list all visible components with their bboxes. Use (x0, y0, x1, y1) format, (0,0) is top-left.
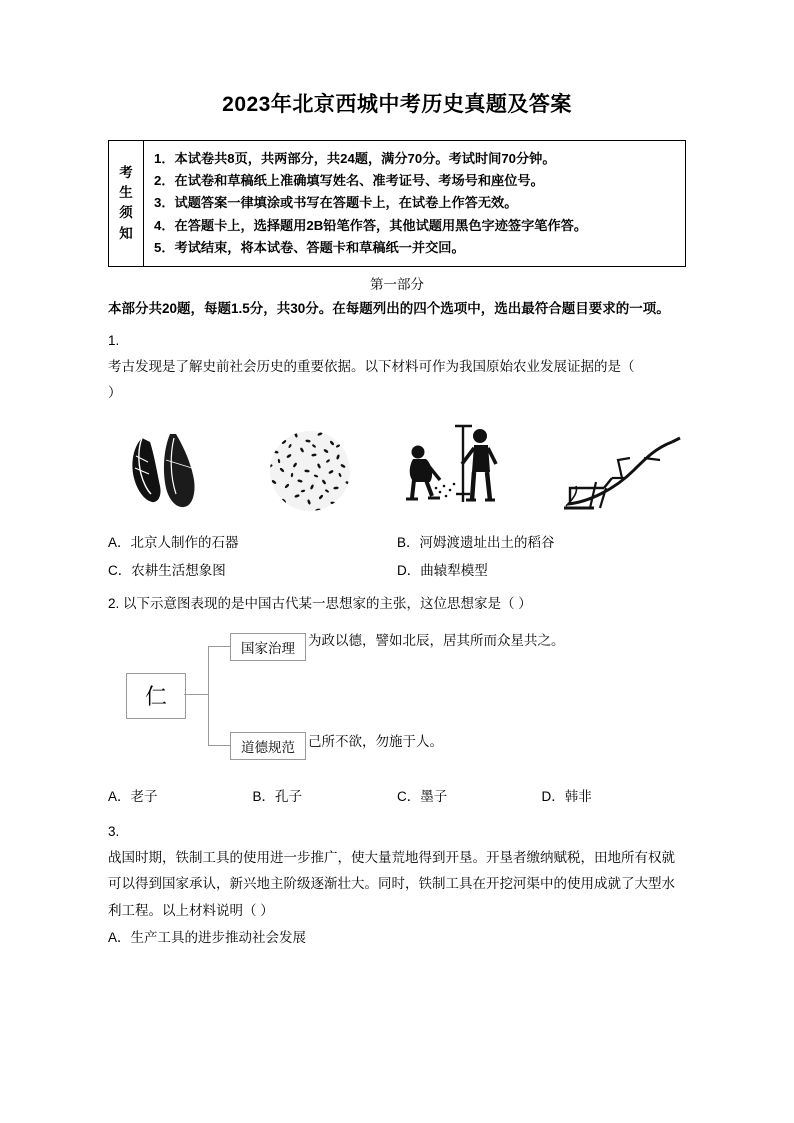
question-stem-continuation: ） (108, 385, 122, 401)
notice-body (144, 141, 685, 266)
question-1-options-row-2 (108, 557, 686, 585)
option-a[interactable]: A．生产工具的进步推动社会发展 (108, 930, 307, 946)
option-b[interactable]: B．孔子 (252, 788, 303, 804)
question-stem: 以下示意图表现的是中国古代某一思想家的主张，这位思想家是（ ） (123, 596, 532, 612)
option-d[interactable]: D．韩非 (541, 788, 592, 804)
notice-label-char-3: 须 (119, 205, 133, 221)
diagram-connector-vertical (208, 646, 209, 745)
notice-item: 1．本试卷共8页，共两部分，共24题，满分70分。考试时间70分钟。 (154, 151, 556, 166)
question-2-options (108, 782, 686, 812)
question-number: 1. (108, 333, 120, 349)
diagram-connector-top (208, 646, 230, 647)
notice-label-char-1: 考 (119, 164, 133, 180)
diagram-branch-morality-label: 道德规范 (230, 732, 306, 760)
notice-label-char-4: 知 (119, 225, 133, 241)
part-heading: 第一部分 (370, 276, 424, 292)
question-stem: 战国时期，铁制工具的使用进一步推广，使大量荒地得到开垦。开垦者缴纳赋税，田地所有权就可以得到国家承认，新兴地主阶级逐渐壮大。同时，铁制工具在开挖河渠中的使用成就了大型水利工程。以上材料说明（ ） (108, 850, 675, 918)
option-b[interactable]: B．河姆渡遗址出土的稻谷 (397, 534, 555, 550)
figure-rice-grains (262, 428, 358, 519)
option-a[interactable]: A．北京人制作的石器 (108, 534, 239, 550)
option-a[interactable]: A．老子 (108, 788, 158, 804)
question-1-figures (108, 423, 686, 519)
question-number: 3. (108, 824, 120, 840)
diagram-connector-bottom (208, 745, 230, 746)
diagram-branch-governance-label: 国家治理 (230, 633, 306, 661)
part-instruction: 本部分共20题，每题1.5分，共30分。在每题列出的四个选项中，选出最符合题目要求的一项。 (108, 300, 670, 316)
diagram-connector-horizontal (184, 694, 208, 695)
page-title: 2023年北京西城中考历史真题及答案 (222, 93, 572, 116)
option-c[interactable]: C．农耕生活想象图 (108, 563, 226, 579)
notice-label (109, 141, 144, 266)
figure-farming-life (400, 424, 518, 519)
question-number: 2. (108, 596, 120, 612)
diagram-morality-text: 己所不欲，勿施于人。 (308, 733, 443, 749)
figure-curved-plough (560, 430, 686, 519)
figure-stone-tools (108, 428, 220, 519)
question-2-diagram (108, 628, 686, 778)
notice-label-char-2: 生 (119, 185, 133, 201)
notice-item: 2．在试卷和草稿纸上准确填写姓名、准考证号、考场号和座位号。 (154, 173, 544, 189)
question-1-options-row-1 (108, 529, 686, 557)
option-d[interactable]: D．曲辕犁模型 (397, 563, 488, 579)
diagram-governance-text: 为政以德，譬如北辰，居其所而众星共之。 (308, 632, 565, 648)
notice-item: 4．在答题卡上，选择题用2B铅笔作答，其他试题用黑色字迹签字笔作答。 (154, 217, 588, 233)
question-2-stem (108, 591, 686, 617)
notice-item: 3．试题答案一律填涂或书写在答题卡上，在试卷上作答无效。 (154, 195, 518, 211)
exam-content (108, 297, 686, 953)
question-stem: 考古发现是了解史前社会历史的重要依据。以下材料可作为我国原始农业发展证据的是（ (108, 359, 635, 375)
candidate-notice-box (108, 140, 686, 267)
notice-item: 5．考试结束，将本试卷、答题卡和草稿纸一并交回。 (154, 239, 465, 255)
option-c[interactable]: C．墨子 (397, 788, 448, 804)
diagram-center-node: 仁 (126, 673, 186, 719)
